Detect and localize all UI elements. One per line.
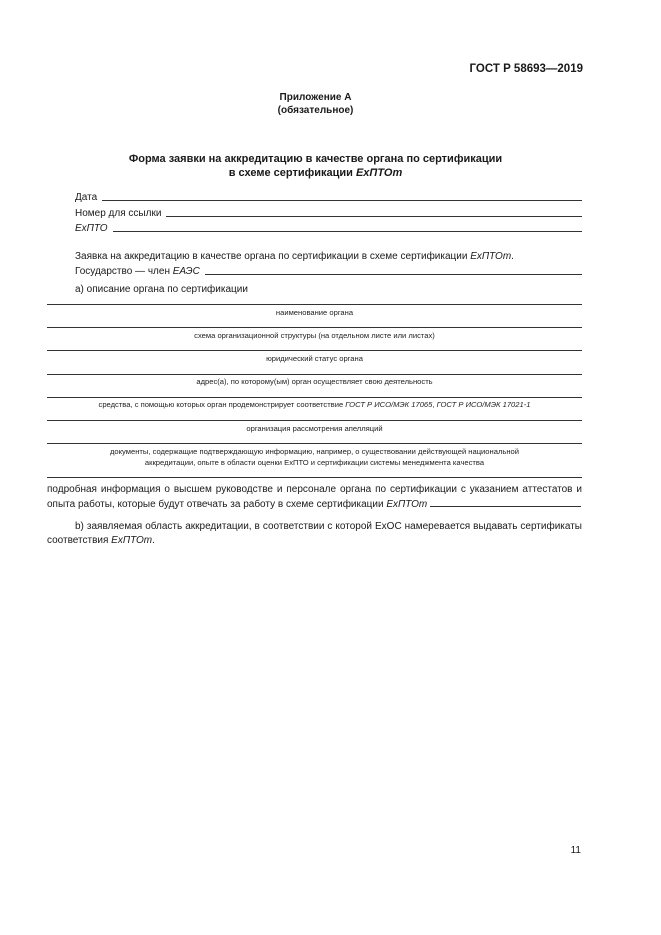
caption-address: адрес(а), по которому(ым) орган осуществляет свою деятельность: [196, 377, 433, 386]
application-statement: [75, 251, 514, 262]
date-underline: [102, 199, 582, 201]
caption-compliance-sep: ,: [432, 400, 437, 409]
management-details-line2: [47, 497, 582, 512]
org-name-line[interactable]: [47, 304, 582, 305]
legal-status-line[interactable]: [47, 350, 582, 351]
section-b-line1: b) заявляемая область аккредитации, в соответствии с которой ExОС намеревается выдавать сертификаты: [75, 521, 582, 532]
form-title-scheme: ExПТОт: [355, 167, 403, 179]
annex-title: Приложение А: [279, 92, 352, 103]
management-details-text: опыта работы, которые будут отвечать за работу в схеме сертификации: [47, 499, 387, 510]
application-text: Заявка на аккредитацию в качестве органа по сертификации в схеме сертификации: [75, 251, 471, 262]
form-title-line2-text: в схеме сертификации: [228, 167, 356, 179]
member-state-prefix: Государство — член: [75, 266, 173, 277]
section-b-line2: [47, 534, 582, 548]
standard-number: ГОСТ Р 58693—2019: [469, 63, 583, 75]
date-label: Дата: [75, 192, 98, 203]
documents-line[interactable]: [47, 443, 582, 444]
reference-field[interactable]: [75, 208, 582, 219]
caption-documents-line1: документы, содержащие подтверждающую информацию, например, о существовании действующей национальной: [110, 447, 519, 456]
member-state-eaes: ЕАЭС: [172, 266, 200, 277]
member-state-field[interactable]: [75, 266, 582, 277]
caption-documents-line2: аккредитации, опыте в области оценки ExПТО и сертификации системы менеджмента качества: [144, 458, 485, 467]
management-details-scheme: ExПТОт: [386, 499, 428, 510]
final-blank-line[interactable]: [47, 477, 582, 478]
org-structure-line[interactable]: [47, 327, 582, 328]
date-field[interactable]: [75, 192, 582, 203]
form-title-line2: [0, 167, 631, 179]
form-title-line1: Форма заявки на аккредитацию в качестве органа по сертификации: [128, 153, 503, 165]
caption-org-name: наименование органа: [275, 308, 354, 317]
annex-note: (обязательное): [277, 105, 354, 116]
application-suffix: .: [511, 251, 514, 262]
management-details: [47, 483, 582, 512]
caption-compliance-means: [47, 400, 582, 409]
management-details-underline[interactable]: [430, 497, 581, 507]
management-details-line1: подробная информация о высшем руководстве и персонале органа по сертификации с указанием аттестатов и: [47, 484, 582, 495]
section-a-heading: а) описание органа по сертификации: [75, 284, 248, 295]
caption-standard-17065: ГОСТ Р ИСО/МЭК 17065: [345, 400, 433, 409]
page-number: 11: [570, 845, 581, 856]
member-state-label: [75, 266, 200, 277]
reference-label: Номер для ссылки: [75, 208, 162, 219]
member-state-underline: [205, 273, 582, 275]
reference-underline: [166, 215, 582, 217]
address-line[interactable]: [47, 374, 582, 375]
caption-legal-status: юридический статус органа: [266, 354, 363, 363]
section-b: [47, 520, 582, 548]
application-scheme: ExПТОт: [470, 251, 512, 262]
section-b-text: соответствия: [47, 535, 112, 546]
section-b-scheme: ExПТОт: [111, 535, 153, 546]
expto-underline: [113, 230, 582, 232]
caption-appeals: организация рассмотрения апелляций: [246, 424, 383, 433]
caption-standard-17021: ГОСТ Р ИСО/МЭК 17021-1: [436, 400, 531, 409]
compliance-means-line[interactable]: [47, 397, 582, 398]
caption-compliance-text: средства, с помощью которых орган продемонстрирует соответствие: [98, 400, 346, 409]
appeals-line[interactable]: [47, 420, 582, 421]
expto-label: ExПТО: [75, 223, 108, 234]
section-b-suffix: .: [152, 535, 155, 546]
expto-field[interactable]: [75, 223, 582, 234]
caption-org-structure: схема организационной структуры (на отдельном листе или листах): [194, 331, 435, 340]
